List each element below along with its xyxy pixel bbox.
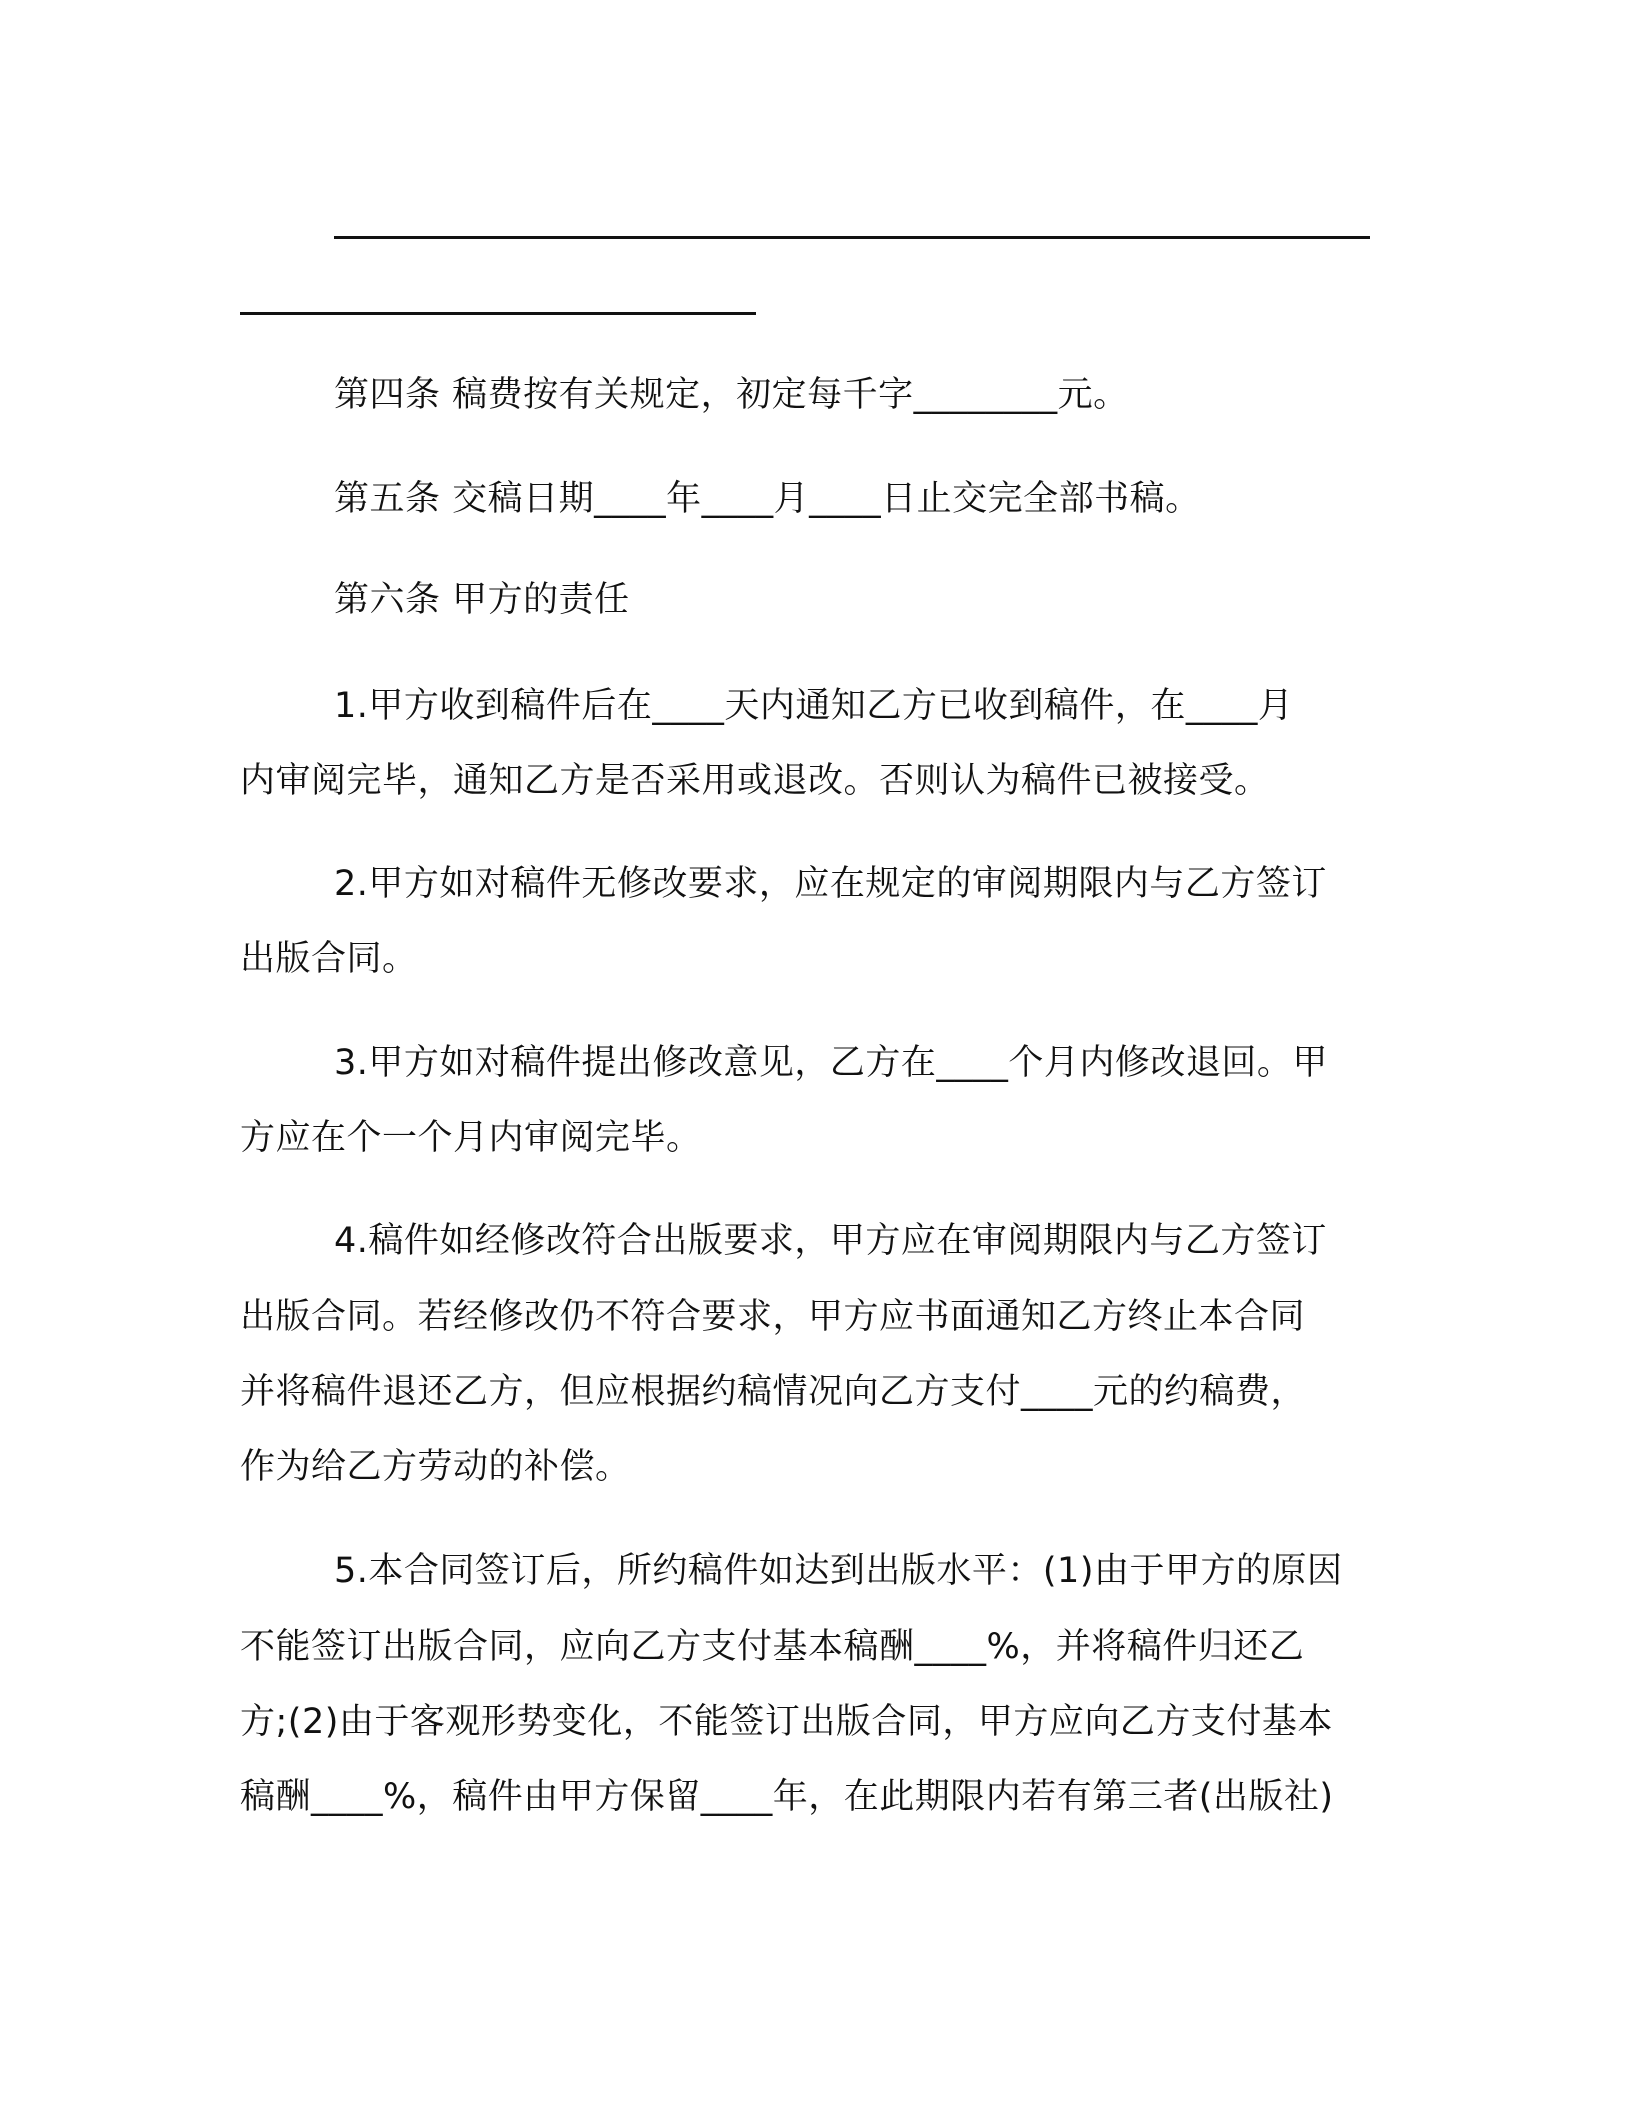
- item-3-line-1: 3.甲方如对稿件提出修改意见，乙方在____个月内修改退回。甲: [334, 1043, 1328, 1083]
- item-5-line-4: 稿酬____%，稿件由甲方保留____年，在此期限内若有第三者(出版社): [240, 1777, 1334, 1817]
- item-5-line-1: 5.本合同签订后，所约稿件如达到出版水平：(1)由于甲方的原因: [334, 1551, 1343, 1591]
- blank-rule-line-2: [240, 312, 756, 315]
- item-1-line-2: 内审阅完毕，通知乙方是否采用或退改。否则认为稿件已被接受。: [240, 761, 1270, 801]
- item-5-line-3: 方;(2)由于客观形势变化，不能签订出版合同，甲方应向乙方支付基本: [240, 1702, 1333, 1742]
- item-2-line-1: 2.甲方如对稿件无修改要求，应在规定的审阅期限内与乙方签订: [334, 864, 1327, 904]
- item-4-line-1: 4.稿件如经修改符合出版要求，甲方应在审阅期限内与乙方签订: [334, 1221, 1327, 1261]
- blank-rule-line-1: [334, 236, 1370, 239]
- clause-4: 第四条 稿费按有关规定，初定每千字________元。: [334, 375, 1129, 415]
- clause-6-heading: 第六条 甲方的责任: [334, 580, 630, 620]
- item-4-line-2: 出版合同。若经修改仍不符合要求，甲方应书面通知乙方终止本合同: [240, 1297, 1306, 1337]
- item-1-line-1: 1.甲方收到稿件后在____天内通知乙方已收到稿件，在____月: [334, 686, 1294, 726]
- item-4-line-3: 并将稿件退还乙方，但应根据约稿情况向乙方支付____元的约稿费，: [240, 1372, 1307, 1412]
- item-2-line-2: 出版合同。: [240, 939, 418, 979]
- item-5-line-2: 不能签订出版合同，应向乙方支付基本稿酬____%，并将稿件归还乙: [240, 1627, 1305, 1667]
- item-3-line-2: 方应在个一个月内审阅完毕。: [240, 1118, 702, 1158]
- clause-5: 第五条 交稿日期____年____月____日止交完全部书稿。: [334, 479, 1201, 519]
- item-4-line-4: 作为给乙方劳动的补偿。: [240, 1447, 631, 1487]
